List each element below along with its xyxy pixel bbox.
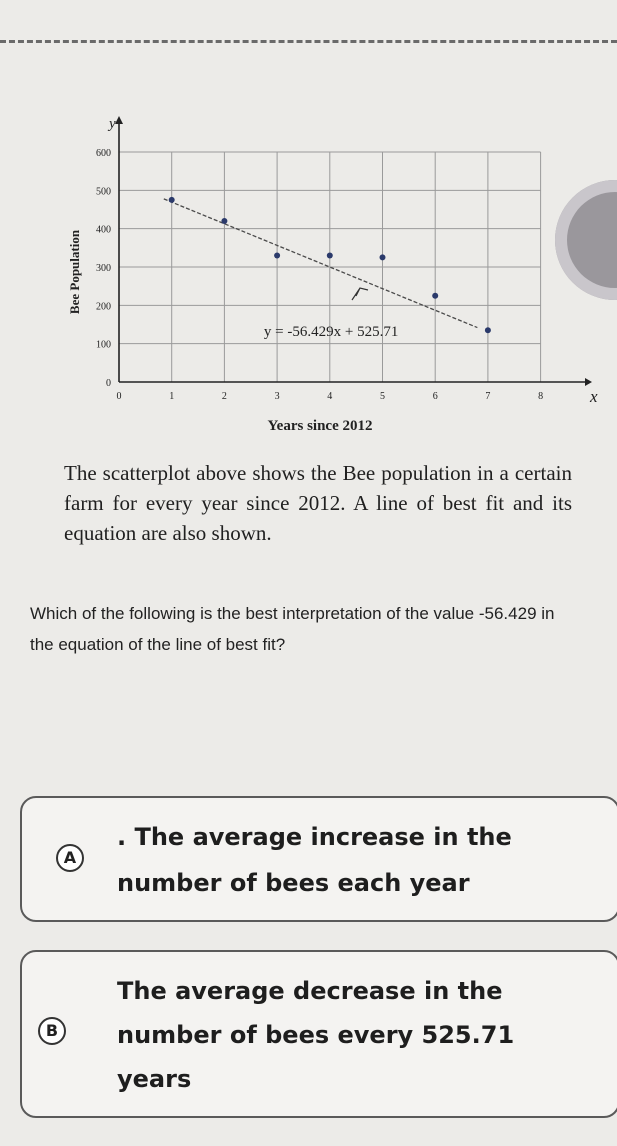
y-tick-label: 300	[96, 263, 111, 275]
data-point	[169, 197, 175, 203]
x-tick-label: 7	[485, 391, 491, 402]
question-description: The scatterplot above shows the Bee population in a certain farm for every year since 2012. A line of best fit and its equation are also shown.	[64, 461, 572, 545]
option-b[interactable]	[20, 950, 617, 1118]
arrow-annotation	[352, 288, 368, 300]
option-b-line-2: number of bees every 525.71	[117, 1021, 515, 1049]
x-tick-label: 0	[116, 391, 122, 402]
data-point	[380, 254, 386, 260]
x-tick-label: 5	[380, 391, 385, 402]
option-a-line-2: number of bees each year	[117, 869, 470, 897]
y-tick-label: 200	[96, 301, 111, 313]
option-b-badge: B	[38, 1017, 66, 1045]
data-point	[432, 293, 438, 299]
y-axis-label: Bee Population	[67, 229, 82, 315]
scatter-chart	[0, 100, 617, 440]
y-tick-label: 0	[106, 378, 111, 389]
x-tick-label: 4	[327, 391, 333, 402]
option-b-line-1: The average decrease in the	[117, 977, 503, 1005]
data-point	[274, 253, 280, 259]
y-tick-label: 600	[96, 148, 111, 160]
data-point	[327, 253, 333, 259]
option-a-line-1: . The average increase in the	[117, 823, 512, 851]
dashed-divider	[0, 40, 617, 43]
data-point	[221, 218, 227, 224]
data-point	[485, 327, 491, 333]
y-tick-label: 500	[96, 186, 111, 198]
x-axis-arrow	[585, 378, 592, 386]
equation-label: y = -56.429x + 525.71	[263, 324, 399, 341]
x-tick-label: 6	[432, 391, 438, 402]
x-tick-label: 8	[538, 391, 544, 402]
x-axis-label: Years since 2012	[267, 418, 373, 434]
x-tick-label: 2	[221, 391, 227, 402]
x-tick-label: 1	[169, 391, 175, 402]
option-a[interactable]	[20, 796, 617, 922]
x-axis-symbol: x	[590, 387, 598, 406]
y-axis-arrow	[115, 116, 123, 124]
y-axis-symbol: y	[109, 116, 116, 132]
y-tick-label: 400	[96, 224, 111, 236]
fit-line	[164, 199, 478, 328]
question-prompt: Which of the following is the best interpretation of the value -56.429 in the equation of the line of best fit?	[30, 604, 555, 654]
y-tick-label: 100	[96, 339, 111, 351]
option-a-badge: A	[56, 844, 84, 872]
x-tick-label: 3	[274, 391, 280, 402]
option-b-line-3: years	[117, 1065, 192, 1093]
